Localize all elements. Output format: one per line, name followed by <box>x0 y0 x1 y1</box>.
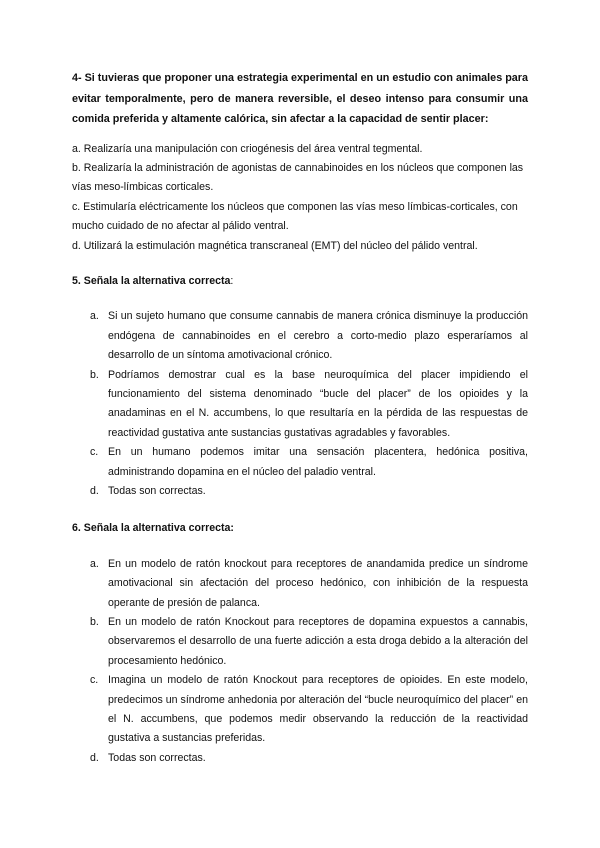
question-6-option-d <box>72 749 528 768</box>
option-letter: a. <box>90 557 99 570</box>
question-6-option-b <box>72 613 528 671</box>
question-4-option-d: d. Utilizará la estimulación magnética transcraneal (EMT) del núcleo del pálido ventral. <box>72 239 478 252</box>
question-5-options <box>72 307 528 501</box>
question-4-options <box>72 140 528 256</box>
question-5-title-colon: : <box>230 274 234 287</box>
question-4-option-b: b. Realizaría la administración de agonistas de cannabinoides en los núcleos que componen las vías meso-límbicas corticales. <box>72 161 524 194</box>
document-page <box>72 68 528 768</box>
question-6-options <box>72 555 528 768</box>
option-letter: b. <box>90 616 99 629</box>
question-4-title: 4- Si tuvieras que proponer una estrategia experimental en un estudio con animales para evitar temporalmente, pero de manera reversible, el deseo intenso para consumir una comida preferida y altamente calórica, sin afectar a la capacidad de sentir placer: <box>72 72 528 125</box>
option-text: Todas son correctas. <box>108 485 206 497</box>
question-5-title-text: 5. Señala la alternativa correcta <box>72 274 231 287</box>
question-6 <box>72 519 528 768</box>
question-4-option-a: a. Realizaría una manipulación con criogénesis del área ventral tegmental. <box>72 142 423 155</box>
option-text: En un humano podemos imitar una sensación placentera, hedónica positiva, administrando dopamina en el núcleo del paladio ventral. <box>108 446 528 478</box>
question-6-option-c <box>72 671 528 749</box>
option-text: En un modelo de ratón Knockout para receptores de dopamina expuestos a cannabis, observaremos el desarrollo de una fuerte adicción a esta droga debido a la alteración del procesamiento hedónico. <box>108 616 528 667</box>
question-5-option-b <box>72 366 528 444</box>
question-5-option-d <box>72 482 528 501</box>
option-text: En un modelo de ratón knockout para receptores de anandamida predice un síndrome amotivacional sin afectación del proceso hedónico, con inhibición de la respuesta operante de presión de palanca. <box>108 557 528 609</box>
option-text: Todas son correctas. <box>108 751 206 764</box>
option-text: Imagina un modelo de ratón Knockout para receptores de opioides. En este modelo, predecimos un síndrome anhedonia por alteración del “bucle neuroquímico del placer” en el N. accumbens, que podemos medir observando la reducción de la reactividad gustativa a sustancias preferidas. <box>108 674 528 745</box>
question-5-option-a <box>72 307 528 365</box>
question-5-option-c <box>72 443 528 482</box>
option-letter: b. <box>90 368 99 381</box>
option-letter: c. <box>90 446 99 459</box>
question-5-title <box>72 272 528 291</box>
option-letter: d. <box>90 751 99 764</box>
question-4-option-c: c. Estimularía eléctricamente los núcleos que componen las vías meso límbicas-corticales, con mucho cuidado de no afectar al pálido ventral. <box>72 200 518 233</box>
question-6-title: 6. Señala la alternativa correcta: <box>72 522 234 535</box>
question-4 <box>72 68 528 256</box>
option-letter: c. <box>90 674 99 687</box>
question-5 <box>72 272 528 501</box>
option-letter: a. <box>90 310 99 323</box>
option-text: Podríamos demostrar cual es la base neuroquímica del placer impidiendo el funcionamiento del sistema denominado “bucle del placer” de los opioides y la anadaminas en el N. accumbens, lo que resultaría en la pérdida de las respuestas de reactividad gustativa ante sustancias gustativas agradables y favorables. <box>108 368 528 439</box>
option-text: Si un sujeto humano que consume cannabis de manera crónica disminuye la producción endógena de cannabinoides en el cerebro a corto-medio plazo esperaríamos al desarrollo de un síntoma amotivacional crónico. <box>108 310 528 362</box>
question-6-option-a <box>72 555 528 613</box>
option-letter: d. <box>90 485 99 497</box>
